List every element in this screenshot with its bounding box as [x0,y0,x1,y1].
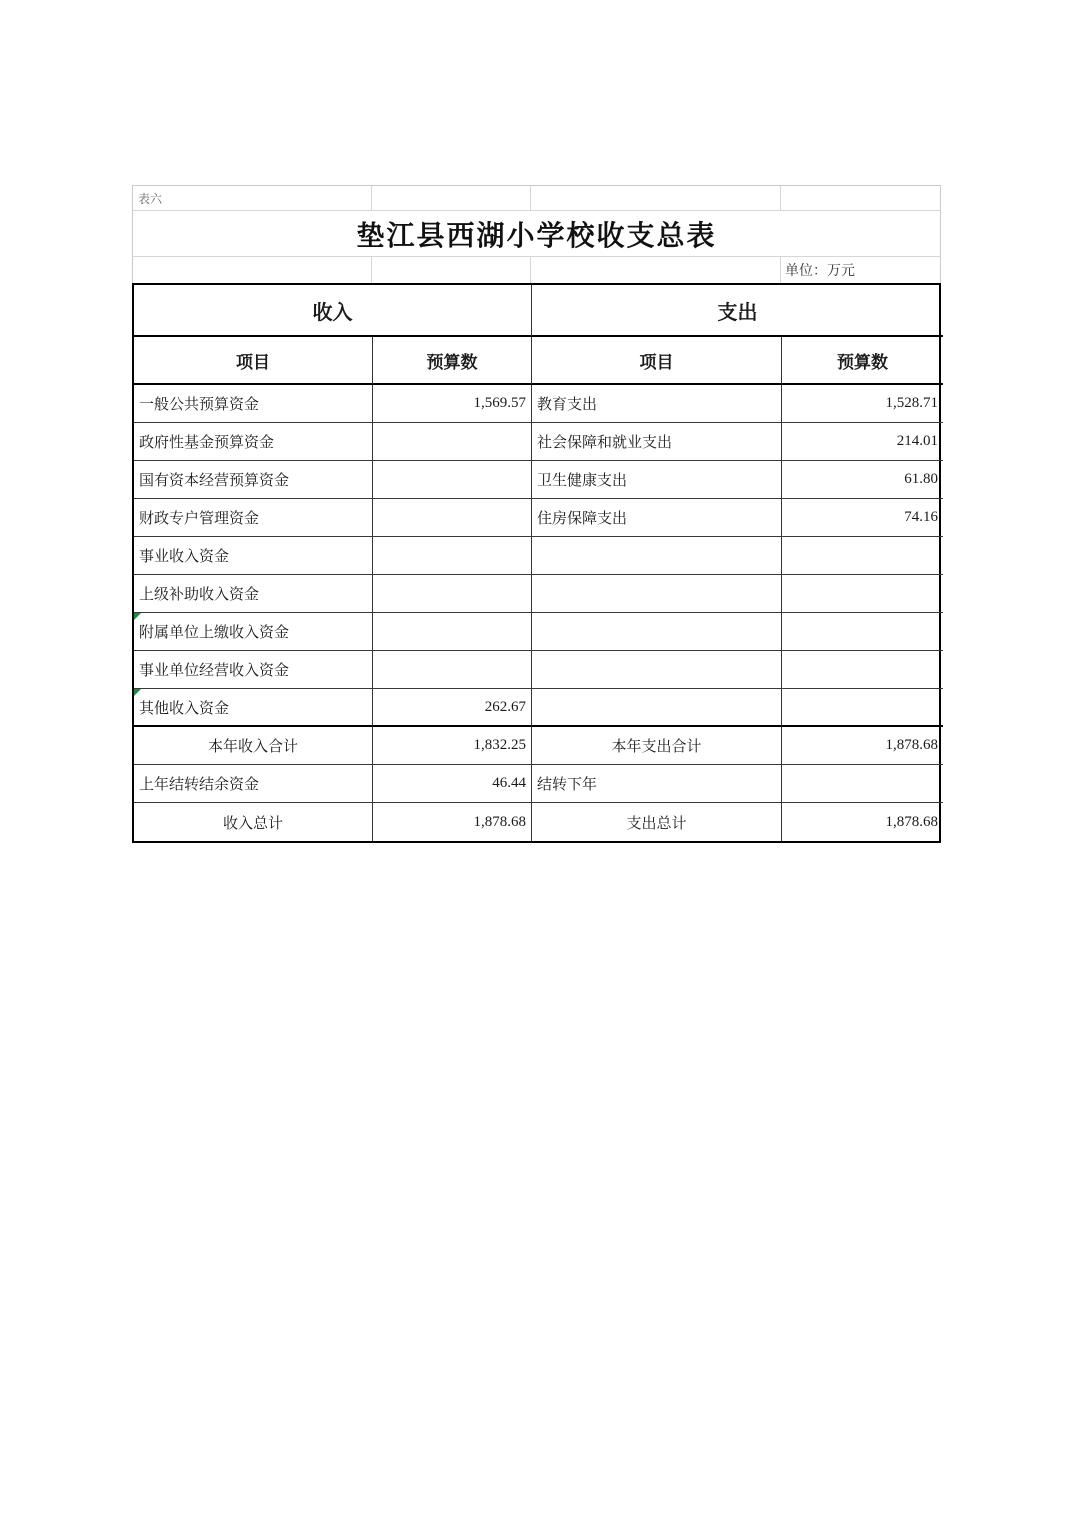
expense-item-cell [532,727,782,765]
income-budget-cell [373,689,532,727]
expense-budget-value: 61.80 [904,471,938,487]
income-item-cell [134,423,373,461]
unit-note-row [132,256,941,283]
expense-item-label: 本年支出合计 [611,739,702,755]
expense-item-label: 结转下年 [537,777,598,793]
expense-item-label: 住房保障支出 [537,511,628,527]
expense-item-label: 社会保障和就业支出 [537,435,673,451]
income-item-cell [134,803,373,841]
income-budget-value: 1,878.68 [473,813,526,830]
expense-section-header: 支出 [532,285,943,337]
income-item-label: 上年结转结余资金 [139,777,260,793]
table-row [134,651,939,689]
table-row [134,537,939,575]
income-budget-cell [373,537,532,575]
income-item-label: 一般公共预算资金 [139,397,260,413]
income-budget-value: 262.67 [484,698,526,715]
expense-item-cell [532,575,782,613]
table-row [134,765,939,803]
expense-budget-cell [782,499,943,537]
income-section-header: 收入 [134,285,532,337]
income-item-label: 事业收入资金 [139,549,230,565]
expense-budget-cell [782,385,943,423]
income-budget-cell [373,575,532,613]
income-item-cell [134,575,373,613]
income-budget-cell [373,803,532,841]
expense-item-header: 项目 [532,337,782,385]
empty-cell [372,186,531,210]
income-budget-cell [373,651,532,689]
income-item-cell [134,651,373,689]
expense-item-cell [532,499,782,537]
income-item-cell [134,385,373,423]
income-budget-cell [373,727,532,765]
budget-table [132,283,941,843]
income-budget-cell [373,613,532,651]
empty-cell [531,257,781,283]
empty-cell [531,186,781,210]
income-item-label: 收入总计 [222,815,283,832]
table-row [134,461,939,499]
income-item-cell [134,613,373,651]
expense-item-label: 教育支出 [537,397,598,413]
income-item-cell [134,537,373,575]
expense-budget-cell [782,613,943,651]
expense-item-cell [532,385,782,423]
income-item-label: 财政专户管理资金 [139,511,260,527]
table-row-income-total-year [134,727,939,765]
income-budget-value: 1,832.25 [473,737,526,753]
cell-error-flag-icon [134,689,141,696]
income-budget-cell [373,461,532,499]
expense-item-label: 卫生健康支出 [537,473,628,489]
unit-note: 单位：万元 [785,264,855,279]
income-item-label: 事业单位经营收入资金 [139,663,290,679]
expense-budget-value: 214.01 [896,433,938,449]
expense-budget-value: 74.16 [904,509,938,525]
income-budget-cell [373,765,532,803]
income-item-label: 上级补助收入资金 [139,587,260,603]
income-budget-cell [373,499,532,537]
sheet-label: 表六 [138,191,163,206]
expense-item-cell [532,765,782,803]
table-row [134,499,939,537]
expense-budget-value: 1,878.68 [885,813,938,830]
expense-budget-cell [782,651,943,689]
table-row [134,385,939,423]
income-budget-value: 46.44 [492,775,526,791]
expense-budget-cell [782,537,943,575]
income-item-cell [134,765,373,803]
table-row [134,423,939,461]
income-item-label: 其他收入资金 [139,700,230,717]
income-item-cell [134,461,373,499]
expense-item-cell [532,423,782,461]
expense-item-cell [532,689,782,727]
page-title: 垫江县西湖小学校收支总表 [356,220,717,252]
empty-cell [781,186,942,210]
table-row [134,689,939,727]
cell-error-flag-icon [134,613,141,620]
expense-budget-cell [782,461,943,499]
table-row-grand-total [134,803,939,841]
income-item-cell [134,727,373,765]
expense-item-label: 支出总计 [626,815,687,832]
expense-item-cell [532,461,782,499]
income-item-header: 项目 [134,337,373,385]
expense-budget-cell [782,689,943,727]
empty-cell [133,257,372,283]
income-item-label: 国有资本经营预算资金 [139,473,290,489]
expense-item-cell [532,651,782,689]
budget-summary-sheet [132,185,941,843]
expense-budget-cell [782,803,943,841]
expense-budget-cell [782,727,943,765]
table-row [134,613,939,651]
table-row [134,575,939,613]
income-item-cell [134,499,373,537]
empty-cell [372,257,531,283]
income-item-label: 本年收入合计 [207,739,298,755]
income-item-label: 政府性基金预算资金 [139,435,275,451]
expense-budget-value: 1,528.71 [885,395,938,411]
expense-item-cell [532,537,782,575]
expense-item-cell [532,803,782,841]
income-budget-value: 1,569.57 [473,395,526,411]
sheet-label-row [132,185,941,210]
income-budget-header: 预算数 [373,337,532,385]
section-header-row [134,285,939,337]
income-budget-cell [373,423,532,461]
expense-budget-value: 1,878.68 [885,737,938,753]
expense-budget-cell [782,575,943,613]
expense-budget-header: 预算数 [782,337,943,385]
income-item-cell [134,689,373,727]
column-header-row [134,337,939,385]
income-budget-cell [373,385,532,423]
income-item-label: 附属单位上缴收入资金 [139,625,290,641]
expense-item-cell [532,613,782,651]
expense-budget-cell [782,765,943,803]
title-row [132,210,941,256]
expense-budget-cell [782,423,943,461]
